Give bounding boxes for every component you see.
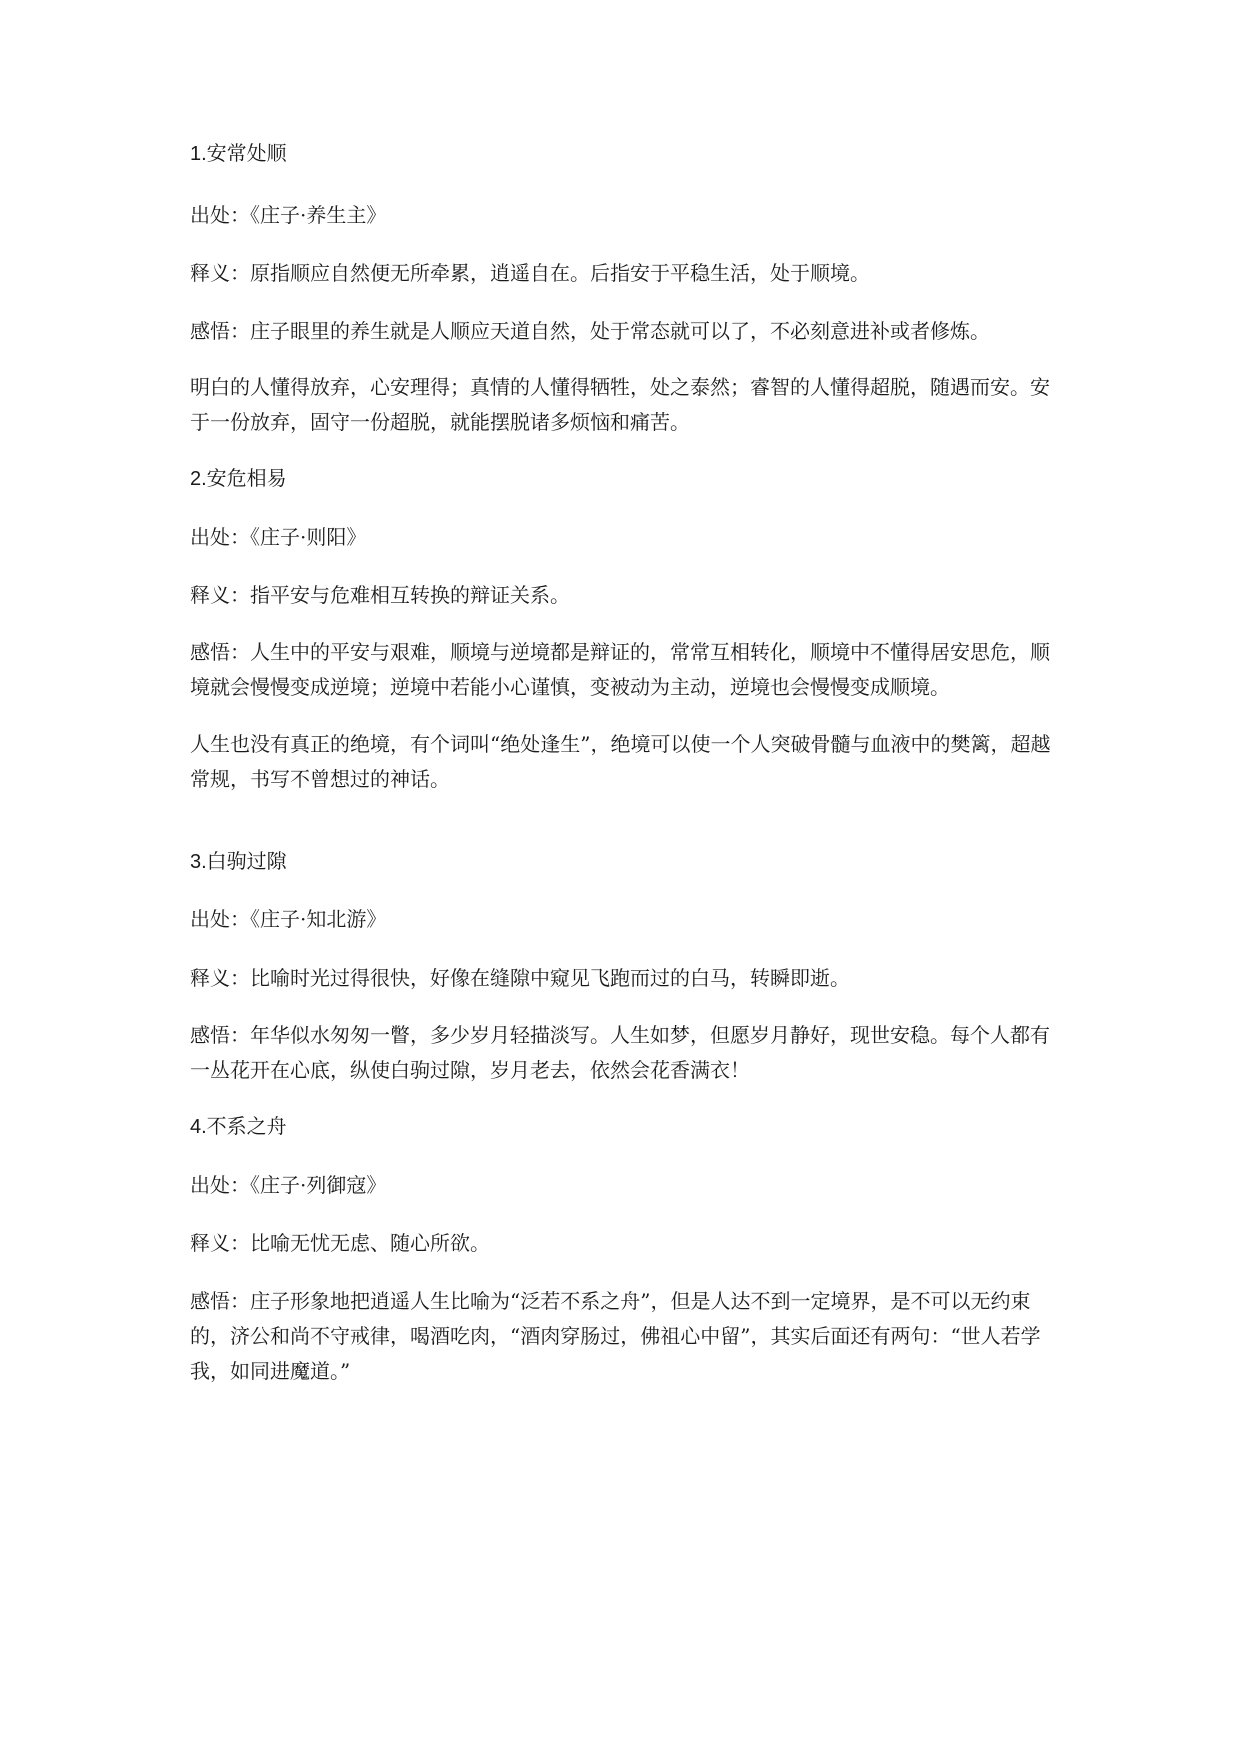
section-meaning: 释义：原指顺应自然便无所牵累，逍遥自在。后指安于平稳生活，处于顺境。 xyxy=(190,261,870,285)
section-heading: 3.白驹过隙 xyxy=(190,851,287,873)
section-paragraph: 人生也没有真正的绝境，有个词叫“绝处逢生”，绝境可以使一个人突破骨髓与血液中的樊篱，超越常规，书写不曾想过的神话。 xyxy=(190,732,1051,791)
section-meaning: 释义：比喻无忧无虑、随心所欲。 xyxy=(190,1231,490,1255)
section-paragraph: 明白的人懂得放弃，心安理得；真情的人懂得牺牲，处之泰然；睿智的人懂得超脱，随遇而安。安于一份放弃，固守一份超脱，就能摆脱诸多烦恼和痛苦。 xyxy=(190,375,1050,434)
section-source: 出处：《庄子·列御寇》 xyxy=(190,1173,387,1197)
section-heading: 1.安常处顺 xyxy=(190,143,287,165)
section-insight: 感悟：庄子眼里的养生就是人顺应天道自然，处于常态就可以了，不必刻意进补或者修炼。 xyxy=(190,319,990,343)
section-source: 出处：《庄子·知北游》 xyxy=(190,907,387,931)
section-meaning: 释义：比喻时光过得很快，好像在缝隙中窥见飞跑而过的白马，转瞬即逝。 xyxy=(190,966,850,990)
section-source: 出处：《庄子·养生主》 xyxy=(190,203,387,227)
section-insight: 感悟：人生中的平安与艰难，顺境与逆境都是辩证的，常常互相转化，顺境中不懂得居安思危，顺境就会慢慢变成逆境；逆境中若能小心谨慎，变被动为主动，逆境也会慢慢变成顺境。 xyxy=(190,640,1050,699)
section-insight: 感悟：年华似水匆匆一瞥，多少岁月轻描淡写。人生如梦，但愿岁月静好，现世安稳。每个人都有一丛花开在心底，纵使白驹过隙，岁月老去，依然会花香满衣！ xyxy=(190,1023,1050,1082)
section-heading: 4.不系之舟 xyxy=(190,1116,287,1138)
section-meaning: 释义：指平安与危难相互转换的辩证关系。 xyxy=(190,583,570,607)
section-heading: 2.安危相易 xyxy=(190,468,287,490)
section-source: 出处：《庄子·则阳》 xyxy=(190,525,367,549)
section-insight: 感悟：庄子形象地把逍遥人生比喻为“泛若不系之舟”，但是人达不到一定境界，是不可以无约束的，济公和尚不守戒律，喝酒吃肉，“酒肉穿肠过，佛祖心中留”，其实后面还有两句：“世人若学我，如同进魔道。” xyxy=(190,1289,1041,1383)
